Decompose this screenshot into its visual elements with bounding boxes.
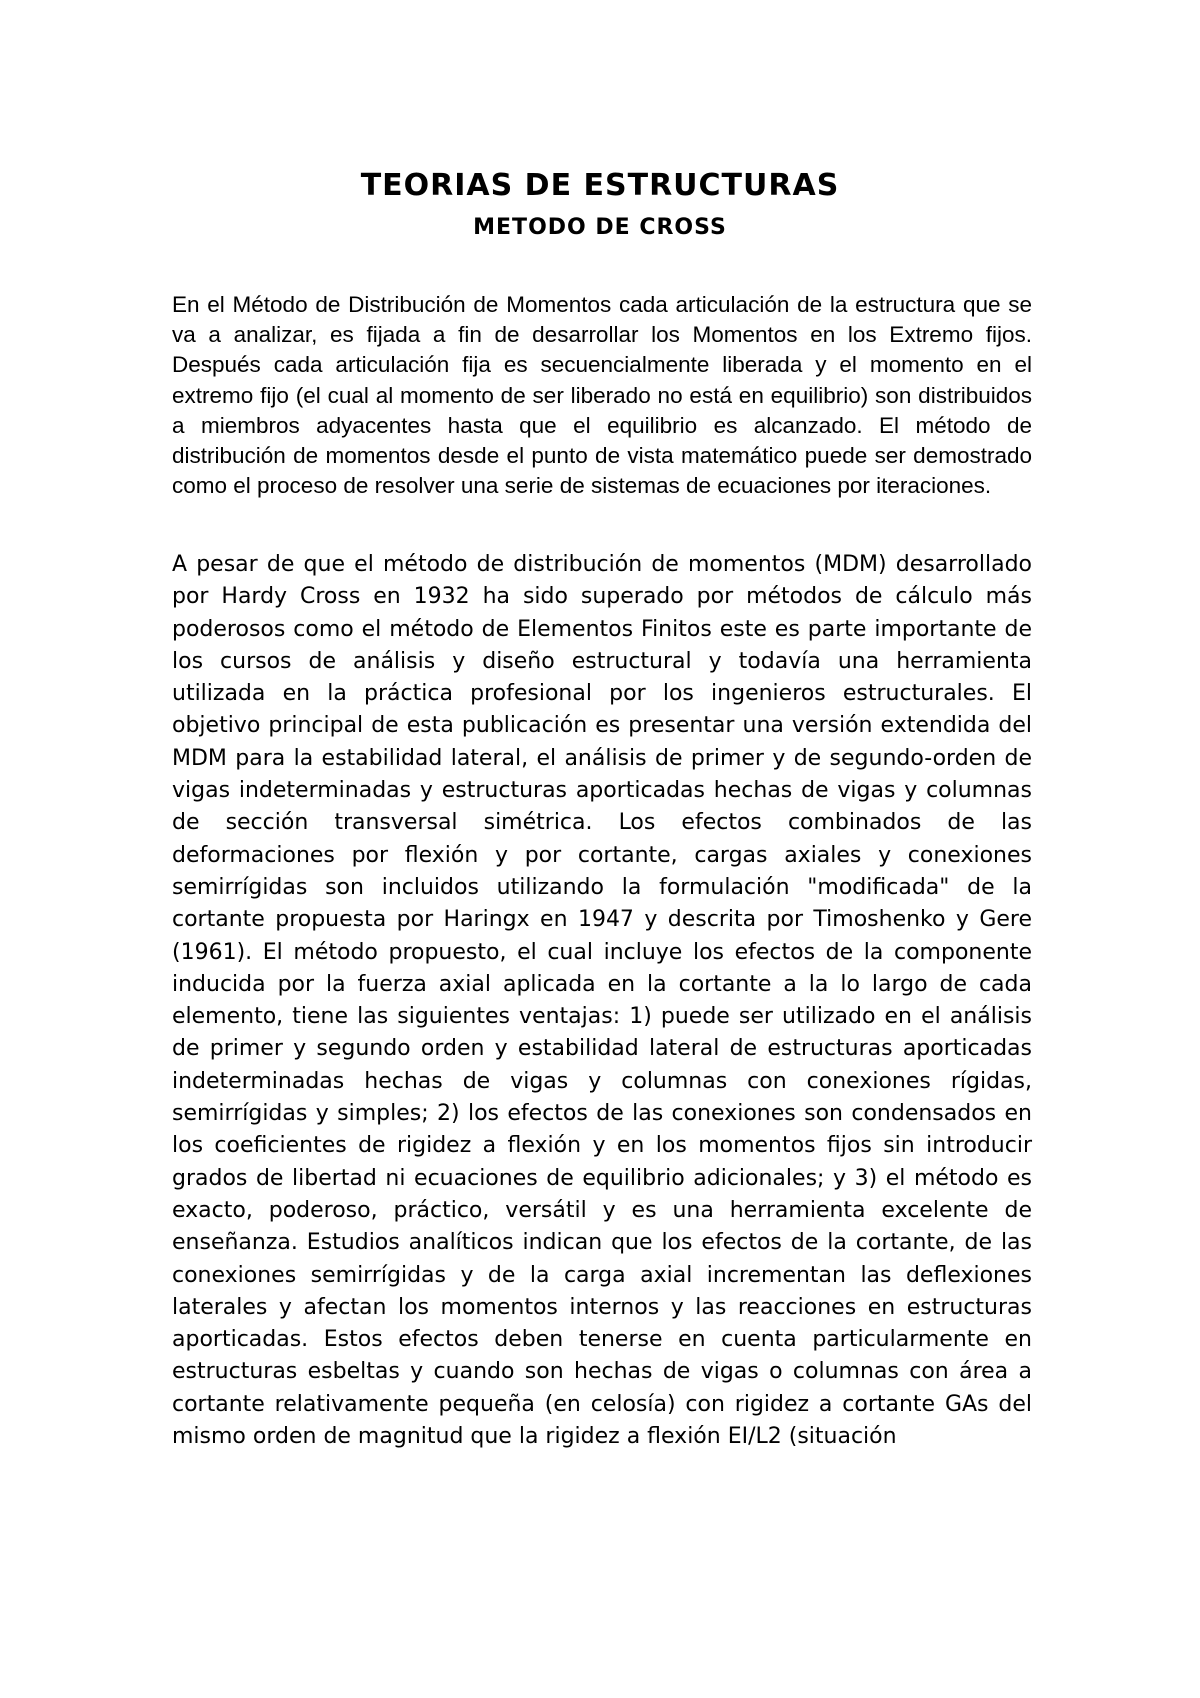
page-subtitle: METODO DE CROSS — [473, 215, 727, 240]
paragraph-intro: En el Método de Distribución de Momentos cada articulación de la estructura que se va a analizar, es fijada a fin de desarrollar los Momentos en los Extremo fijos. Después cada articulación fija es secuencialmente liberada y el momento en el extremo fijo (el cual al momento de ser liberado no está en equilibrio) son distribuidos a miembros adyacentes hasta que el equilibrio es alcanzado. El método de distribución de momentos desde el punto de vista matemático puede ser demostrado como el proceso de resolver una serie de sistemas de ecuaciones por iteraciones. — [172, 292, 1032, 499]
page-title: TEORIAS DE ESTRUCTURAS — [360, 168, 840, 203]
paragraph-body: A pesar de que el método de distribución de momentos (MDM) desarrollado por Hardy Cross en 1932 ha sido superado por métodos de cálculo más poderosos como el método de Elementos Finitos este es parte importante de los cursos de análisis y diseño estructural y todavía una herramienta utilizada en la práctica profesional por los ingenieros estructurales. El objetivo principal de esta publicación es presentar una versión extendida del MDM para la estabilidad lateral, el análisis de primer y de segundo-orden de vigas indeterminadas y estructuras aporticadas hechas de vigas y columnas de sección transversal simétrica. Los efectos combinados de las deformaciones por flexión y por cortante, cargas axiales y conexiones semirrígidas son incluidos utilizando la formulación "modificada" de la cortante propuesta por Haringx en 1947 y descrita por Timoshenko y Gere (1961). El método propuesto, el cual incluye los efectos de la componente inducida por la fuerza axial aplicada en la cortante a la lo largo de cada elemento, tiene las siguientes ventajas: 1) puede ser utilizado en el análisis de primer y segundo orden y estabilidad lateral de estructuras aporticadas indeterminadas hechas de vigas y columnas con conexiones rígidas, semirrígidas y simples; 2) los efectos de las conexiones son condensados en los coeficientes de rigidez a flexión y en los momentos fijos sin introducir grados de libertad ni ecuaciones de equilibrio adicionales; y 3) el método es exacto, poderoso, práctico, versátil y es una herramienta excelente de enseñanza. Estudios analíticos indican que los efectos de la cortante, de las conexiones semirrígidas y de la carga axial incrementan las deflexiones laterales y afectan los momentos internos y las reacciones en estructuras aporticadas. Estos efectos deben tenerse en cuenta particularmente en estructuras esbeltas y cuando son hechas de vigas o columnas con área a cortante relativamente pequeña (en celosía) con rigidez a cortante GAs del mismo orden de magnitud que la rigidez a flexión EI/L2 (situación — [172, 552, 1032, 1450]
